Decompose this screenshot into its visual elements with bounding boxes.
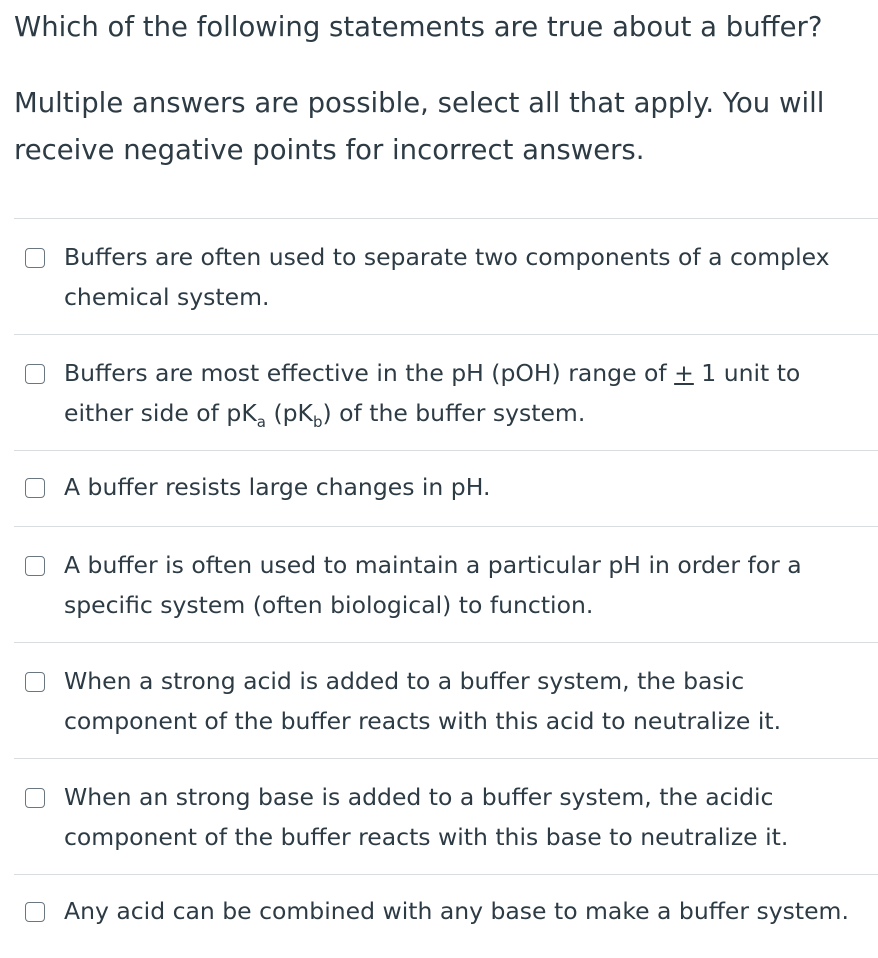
answer-option-6[interactable] (14, 758, 878, 874)
question-text: Which of the following statements are true about a buffer? (14, 11, 823, 43)
answer-5-label: When a strong acid is added to a buffer system, the basic component of the buffer reacts with this acid to neutralize it. (64, 667, 782, 735)
answer-1-label: Buffers are often used to separate two components of a complex chemical system. (64, 243, 830, 311)
subscript-b: b (312, 413, 323, 431)
answer-6-label: When an strong base is added to a buffer system, the acidic component of the buffer reacts with this base to neutralize it. (64, 783, 789, 851)
answer-2-label (64, 353, 864, 433)
question-instructions: Multiple answers are possible, select all that apply. You will receive negative points for incorrect answers. (14, 87, 825, 166)
answer-1-checkbox[interactable] (25, 248, 45, 268)
answer-4-checkbox[interactable] (25, 556, 45, 576)
answer-2-text-part4: ) of the buffer system. (322, 399, 586, 427)
answer-4-label: A buffer is often used to maintain a particular pH in order for a specific system (often biological) to function. (64, 551, 802, 619)
plus-minus-symbol: + (674, 359, 694, 387)
answer-7-checkbox[interactable] (25, 902, 45, 922)
answer-7-label: Any acid can be combined with any base to make a buffer system. (64, 897, 849, 925)
answer-option-2[interactable] (14, 334, 878, 450)
answer-option-1[interactable] (14, 218, 878, 334)
answer-option-5[interactable] (14, 642, 878, 758)
answer-2-text-part3: (pK (265, 399, 313, 427)
answer-list (14, 218, 878, 950)
answer-option-7[interactable] (14, 874, 878, 950)
answer-3-checkbox[interactable] (25, 478, 45, 498)
answer-5-checkbox[interactable] (25, 672, 45, 692)
answer-3-label: A buffer resists large changes in pH. (64, 473, 491, 501)
subscript-a: a (256, 413, 266, 431)
answer-6-checkbox[interactable] (25, 788, 45, 808)
answer-option-4[interactable] (14, 526, 878, 642)
answer-option-3[interactable] (14, 450, 878, 526)
answer-2-checkbox[interactable] (25, 364, 45, 384)
answer-2-text-part2: 1 unit to either side of pK (64, 359, 801, 427)
answer-2-text-part1: Buffers are most effective in the pH (pOH) range of (64, 359, 675, 387)
